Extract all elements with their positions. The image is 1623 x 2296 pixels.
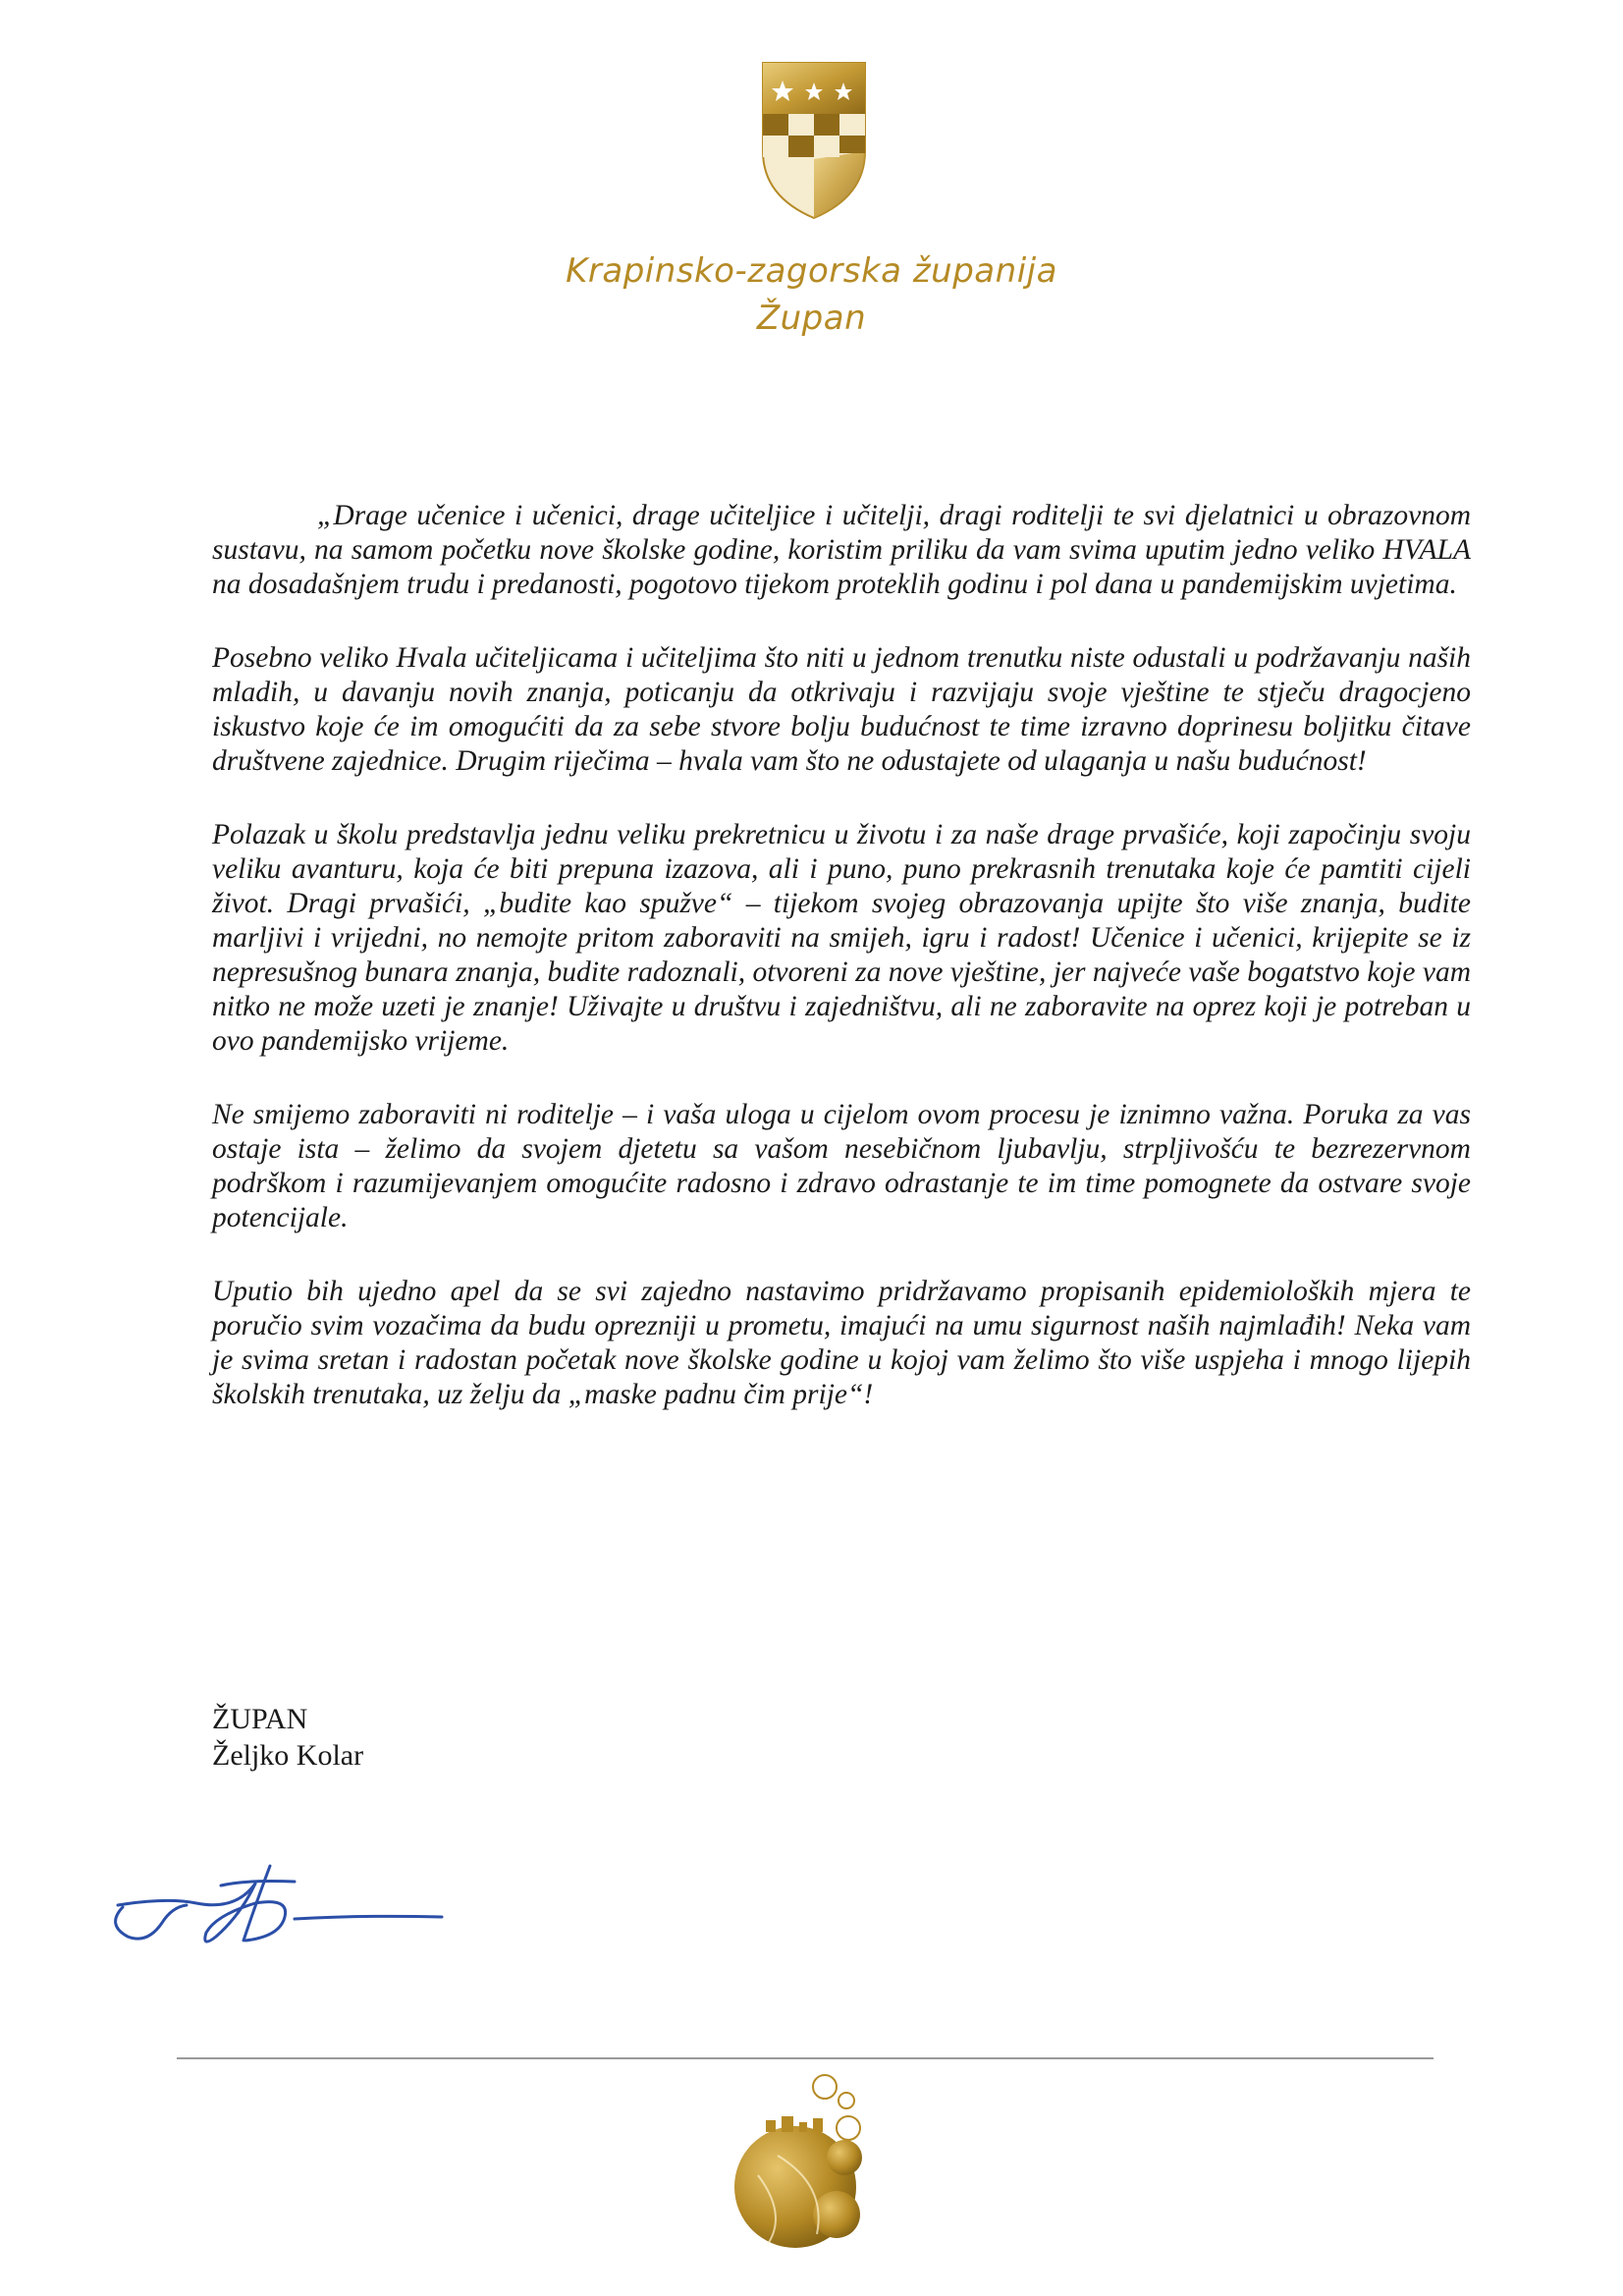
footer-divider [177,2057,1434,2059]
gold-bubbles-logo-icon [699,2067,886,2264]
signatory-name: Željko Kolar [212,1739,364,1772]
letter-paragraph-1: „Drage učenice i učenici, drage učiteljice i učitelji, dragi roditelji te svi djelatnici u obrazovnom sustavu, na samom početku nove školske godine, koristim priliku da vam svima uputim jedno veliko HVALA na dosadašnjem trudu i predanosti, pogotovo tijekom proteklih godinu i pol dana u pandemijskim uvjetima. [212,500,1471,600]
letter-paragraph-4: Ne smijemo zaboraviti ni roditelje – i vaša uloga u cijelom ovom procesu je iznimno važna. Poruka za vas ostaje ista – želimo da svojem djetetu sa vašom nesebičnom ljubavlju, strpljivošću te bezrezervnom podrškom i razumijevanjem omogućite radosno i zdravo odrastanje te im time pomognete da ostvare svoje potencijale. [212,1099,1471,1233]
office-title: Župan [756,299,867,338]
signatory-title: ŽUPAN [212,1703,308,1735]
handwritten-signature-icon [108,1846,481,1954]
county-name: Krapinsko-zagorska županija [566,251,1057,291]
letter-paragraph-2: Posebno veliko Hvala učiteljicama i učiteljima što niti u jednom trenutku niste odustali u podržavanju naših mladih, u davanju novih znanja, poticanju da otkrivaju i razvijaju svoje vještine te stječu dragocjeno iskustvo koje će im omogućiti da za sebe stvore bolju budućnost te time izravno doprinesu boljitku čitave društvene zajednice. Drugim riječima – hvala vam što ne odustajete od ulaganja u našu budućnost! [212,642,1471,777]
coat-of-arms-icon [759,61,869,220]
letterhead [0,247,1623,342]
letter-paragraph-3: Polazak u školu predstavlja jednu veliku prekretnicu u životu i za naše drage prvašiće, koji započinju svoju veliku avanturu, koja će biti prepuna izazova, ali i puno, puno prekrasnih trenutaka koje će pamtiti cijeli život. Dragi prvašići, „budite kao spužve“ – tijekom svojeg obrazovanja upijte što više znanja, budite marljivi i vrijedni, no nemojte pritom zaboraviti na smijeh, igru i radost! Učenice i učenici, krijepite se iz nepresušnog bunara znanja, budite radoznali, otvoreni za nove vještine, jer najveće vaše bogatstvo koje vam nitko ne može uzeti je znanje! Uživajte u društvu i zajedništvu, ali ne zaboravite na oprez koji je potreban u ovo pandemijsko vrijeme. [212,819,1471,1057]
letter-paragraph-5: Uputio bih ujedno apel da se svi zajedno nastavimo pridržavamo propisanih epidemioloških mjera te poručio svim vozačima da budu oprezniji u prometu, imajući na umu sigurnost naših najmlađih! Neka vam je svima sretan i radostan početak nove školske godine u kojoj vam želimo što više uspjeha i mnogo lijepih školskih trenutaka, uz želju da „maske padnu čim prije“! [212,1276,1471,1410]
letter-body [212,499,1471,1451]
